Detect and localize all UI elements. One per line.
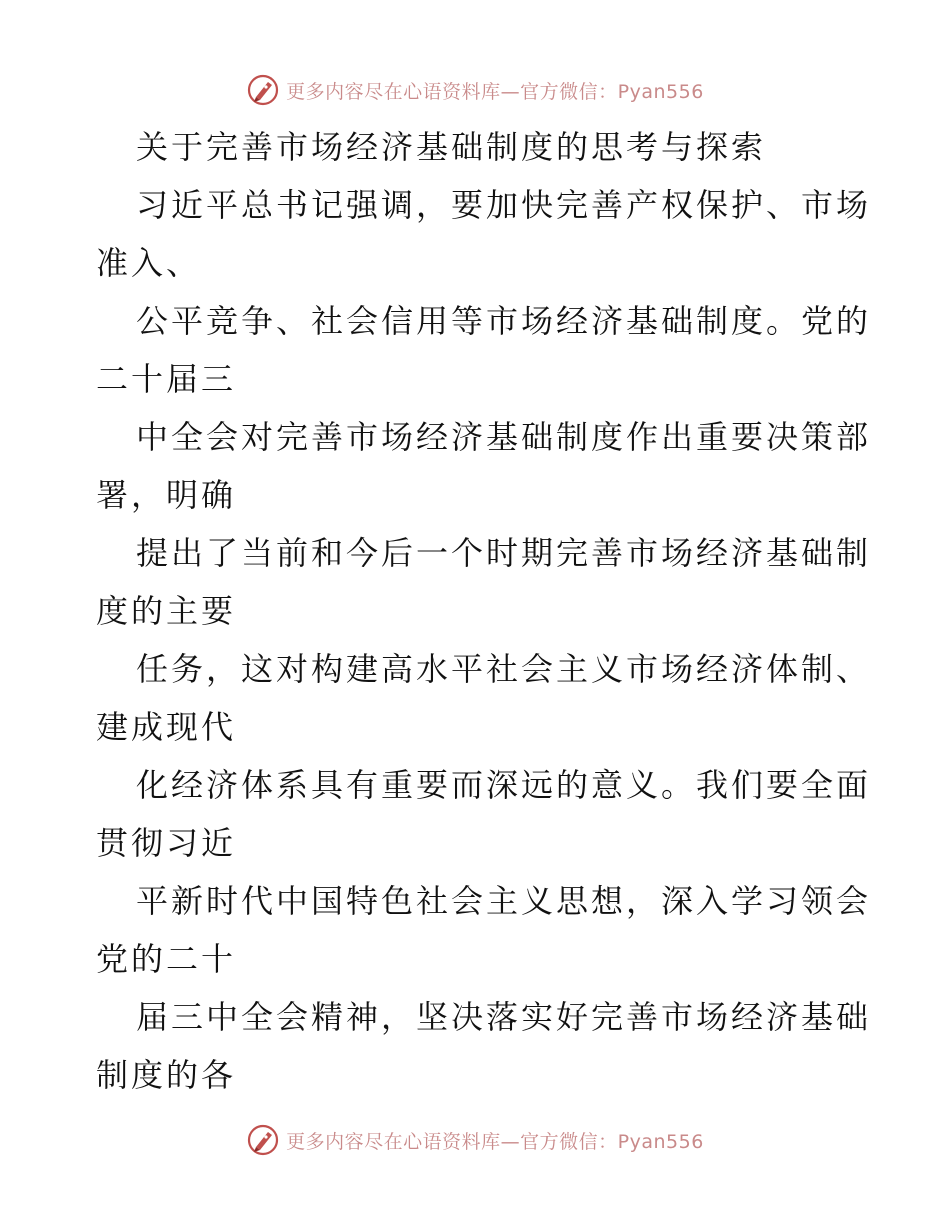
paragraph-line: 署，明确 <box>96 476 237 514</box>
paragraph-line: 化经济体系具有重要而深远的意义。我们要全面 <box>136 766 872 804</box>
paragraph-line: 贯彻习近 <box>96 824 237 862</box>
paragraph-line: 建成现代 <box>96 708 237 746</box>
paragraph-line: 公平竞争、社会信用等市场经济基础制度。党的 <box>136 302 872 340</box>
paragraph-line: 制度的各 <box>96 1056 237 1094</box>
paragraph-line: 届三中全会精神，坚决落实好完善市场经济基础 <box>136 998 872 1036</box>
paragraph-line: 平新时代中国特色社会主义思想，深入学习领会 <box>136 882 872 920</box>
document-body <box>96 118 872 1104</box>
header-banner <box>0 70 950 110</box>
header-banner-content <box>246 73 704 107</box>
document-title: 关于完善市场经济基础制度的思考与探索 <box>136 128 767 166</box>
header-banner-text: 更多内容尽在心语资料库—官方微信：Pyan556 <box>286 80 704 103</box>
paragraph-line: 二十届三 <box>96 360 237 398</box>
paragraph-line: 准入、 <box>96 244 202 282</box>
paragraph-line: 习近平总书记强调，要加快完善产权保护、市场 <box>136 186 872 224</box>
paragraph-line: 中全会对完善市场经济基础制度作出重要决策部 <box>136 418 872 456</box>
footer-banner-content <box>246 1123 704 1157</box>
paragraph-line: 党的二十 <box>96 940 237 978</box>
pen-nib-logo-icon <box>246 73 280 107</box>
paragraph-line: 任务，这对构建高水平社会主义市场经济体制、 <box>136 650 872 688</box>
pen-nib-logo-icon <box>246 1123 280 1157</box>
paragraph-line: 提出了当前和今后一个时期完善市场经济基础制 <box>136 534 872 572</box>
paragraph-line: 度的主要 <box>96 592 237 630</box>
footer-banner-text: 更多内容尽在心语资料库—官方微信：Pyan556 <box>286 1130 704 1153</box>
footer-banner <box>0 1120 950 1160</box>
